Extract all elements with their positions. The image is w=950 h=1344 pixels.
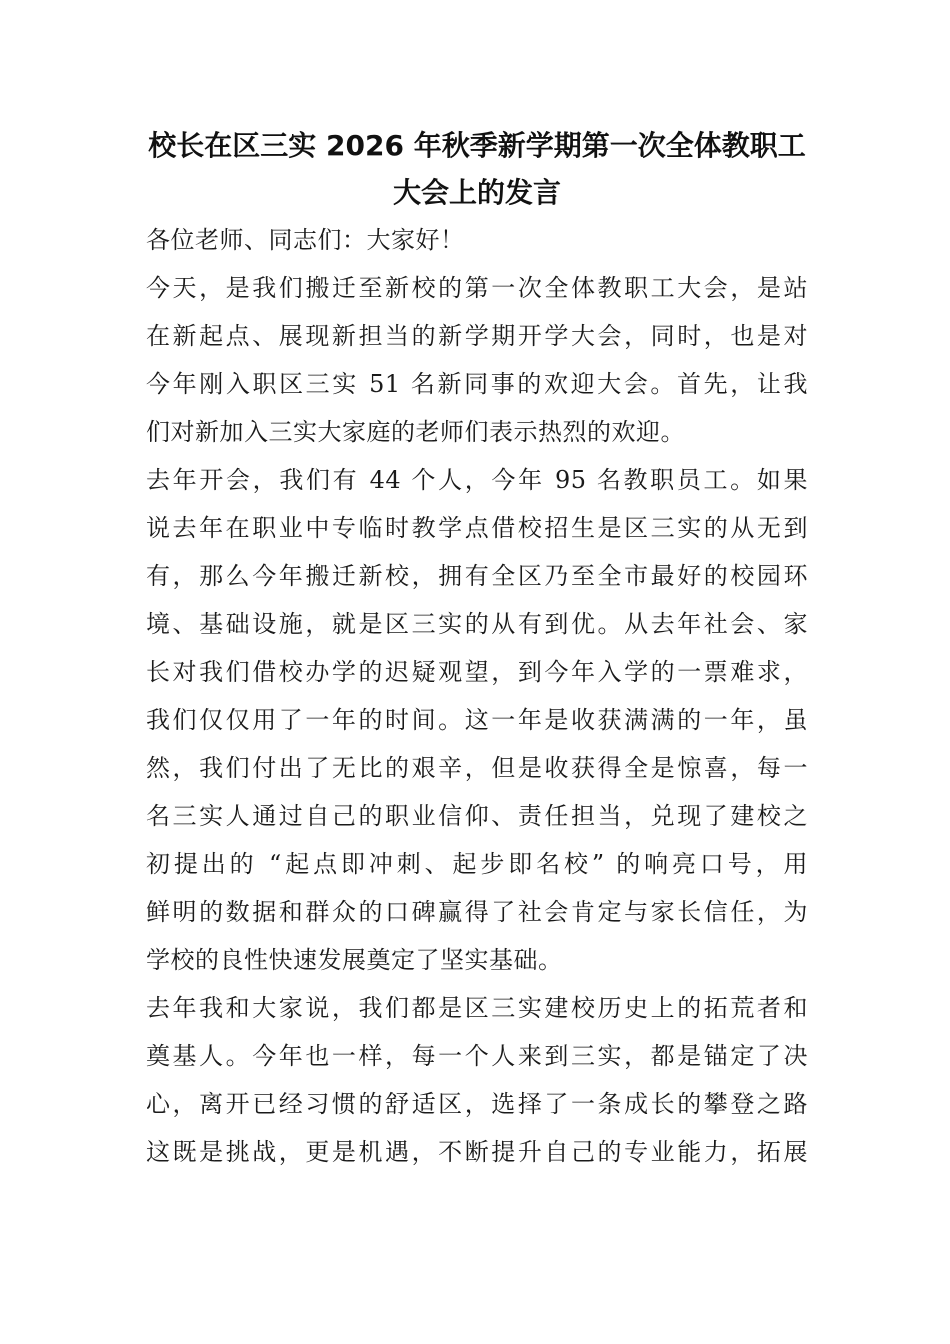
text-line: 心，离开已经习惯的舒适区，选择了一条成长的攀登之路 — [146, 1090, 808, 1118]
text-line: 名三实人通过自己的职业信仰、责任担当，兑现了建校之 — [146, 802, 808, 830]
title-line: 校长在区三实 2026 年秋季新学期第一次全体教职工 — [148, 129, 806, 162]
text-line: 今年刚入职区三实 51 名新同事的欢迎大会。首先，让我 — [146, 370, 808, 398]
text-line: 有，那么今年搬迁新校，拥有全区乃至全市最好的校园环 — [146, 562, 808, 590]
text-line: 学校的良性快速发展奠定了坚实基础。 — [146, 946, 563, 974]
text-line: 奠基人。今年也一样，每一个人来到三实，都是锚定了决 — [146, 1042, 808, 1070]
text-line: 我们仅仅用了一年的时间。这一年是收获满满的一年，虽 — [146, 706, 808, 734]
text-line: 去年我和大家说，我们都是区三实建校历史上的拓荒者和 — [146, 994, 808, 1022]
text-line: 然，我们付出了无比的艰辛，但是收获得全是惊喜，每一 — [146, 754, 808, 782]
text-line: 境、基础设施，就是区三实的从有到优。从去年社会、家 — [146, 610, 808, 638]
paragraph-1 — [146, 264, 808, 456]
text-line: 去年开会，我们有 44 个人，今年 95 名教职员工。如果 — [146, 466, 808, 494]
text-line: 们对新加入三实大家庭的老师们表示热烈的欢迎。 — [146, 418, 685, 446]
text-line: 这既是挑战，更是机遇，不断提升自己的专业能力，拓展 — [146, 1138, 808, 1166]
paragraph-3 — [146, 984, 808, 1176]
text-line: 鲜明的数据和群众的口碑赢得了社会肯定与家长信任，为 — [146, 898, 808, 926]
paragraph-2 — [146, 456, 808, 984]
greeting-paragraph — [146, 216, 808, 264]
text-line: 长对我们借校办学的迟疑观望，到今年入学的一票难求， — [146, 658, 808, 686]
greeting-line: 各位老师、同志们：大家好！ — [146, 226, 465, 254]
title-line: 大会上的发言 — [392, 176, 561, 209]
text-line: 在新起点、展现新担当的新学期开学大会，同时，也是对 — [146, 322, 808, 350]
document-content — [146, 122, 808, 1176]
document-title — [146, 122, 808, 216]
text-line: 今天，是我们搬迁至新校的第一次全体教职工大会，是站 — [146, 274, 808, 302]
text-line: 初提出的 “起点即冲刺、起步即名校” 的响亮口号，用 — [146, 850, 808, 878]
text-line: 说去年在职业中专临时教学点借校招生是区三实的从无到 — [146, 514, 808, 542]
